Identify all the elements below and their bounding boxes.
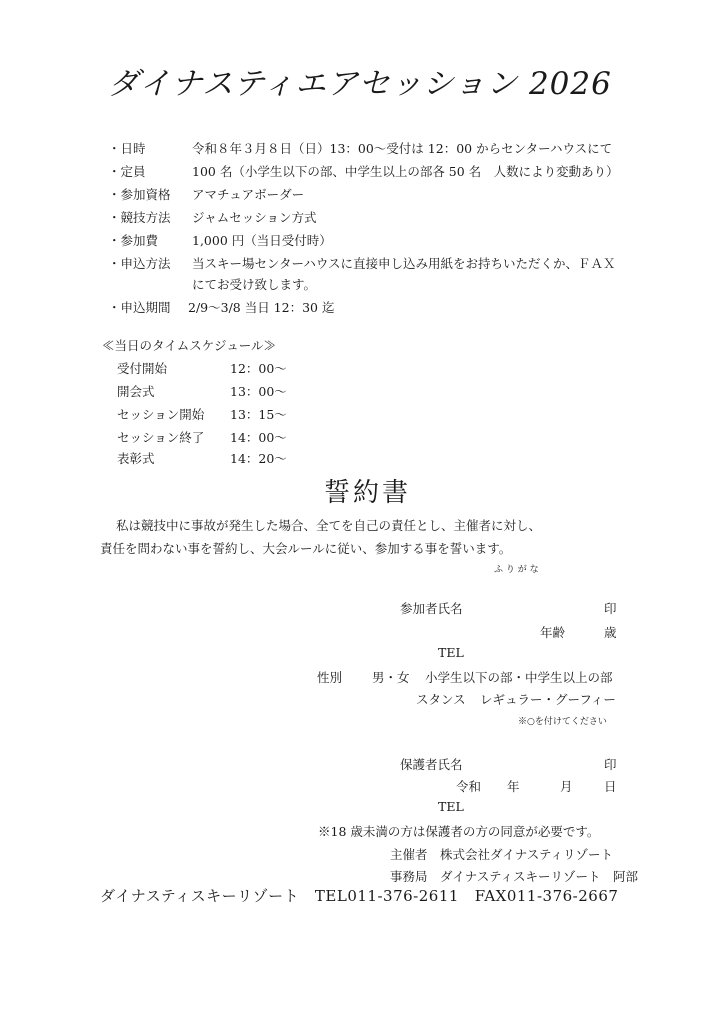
detail-value-fee: 1,000 円（当日受付時）: [192, 233, 332, 248]
schedule-item-name: 開会式: [117, 384, 155, 399]
schedule-item-time: 13：00～: [230, 384, 287, 399]
detail-label-application: ・申込方法: [108, 256, 171, 271]
pledge-text-line1: 私は競技中に事故が発生した場合、全てを自己の責任とし、主催者に対し、: [116, 518, 542, 533]
gender-label: 性別: [317, 670, 343, 685]
detail-label-capacity: ・定員: [108, 164, 146, 179]
tel-label: TEL: [438, 799, 464, 814]
schedule-item-time: 12：00～: [230, 361, 287, 376]
schedule-item-name: 受付開始: [117, 361, 168, 376]
guardian-name-label: 保護者氏名: [400, 757, 463, 772]
detail-value-application-cont: にてお受け致します。: [192, 277, 317, 292]
gender-options: 男・女: [372, 670, 410, 685]
footer-contact: [100, 885, 618, 906]
schedule-heading: ≪当日のタイムスケジュール≫: [102, 338, 277, 353]
participant-name-label: 参加者氏名: [400, 601, 463, 616]
detail-value-eligibility: アマチュアボーダー: [192, 187, 305, 202]
detail-label-fee: ・参加費: [108, 233, 159, 248]
seal-mark: 印: [604, 757, 617, 772]
age-unit: 歳: [604, 625, 617, 640]
page-title: ダイナスティエアセッション 2026: [108, 66, 612, 102]
detail-value-application: 当スキー場センターハウスに直接申し込み用紙をお持ちいただくか、ＦＡＸ: [192, 256, 616, 271]
office: 事務局 ダイナスティスキーリゾート 阿部: [390, 869, 639, 884]
schedule-item-name: セッション終了: [117, 430, 205, 445]
tel-label: TEL: [438, 645, 464, 660]
detail-value-format: ジャムセッション方式: [192, 210, 317, 225]
footer-tel: TEL011-376-2611: [314, 887, 459, 905]
consent-note: ※18 歳未満の方は保護者の方の同意が必要です。: [318, 824, 600, 839]
detail-label-date: ・日時: [108, 141, 146, 156]
schedule-item-time: 14：20～: [230, 451, 287, 466]
footer-fax: FAX011-376-2667: [474, 887, 619, 905]
schedule-item-name: セッション開始: [117, 407, 205, 422]
detail-value-period: 2/9～3/8 当日 12：30 迄: [188, 300, 335, 315]
stance-options: レギュラー・グーフィー: [480, 692, 616, 707]
schedule-item-name: 表彰式: [117, 451, 155, 466]
detail-value-capacity: 100 名（小学生以下の部、中学生以上の部各 50 名 人数により変動あり）: [192, 164, 619, 179]
schedule-item-time: 13：15～: [230, 407, 287, 422]
schedule-item-time: 14：00～: [230, 430, 287, 445]
date-era: 令和: [456, 779, 482, 794]
stance-label: スタンス: [416, 692, 466, 707]
detail-value-date: 令和８年３月８日（日）13：00～受付は 12：00 からセンターハウスにて: [192, 141, 613, 156]
pledge-title: 誓約書: [324, 478, 412, 508]
division-options: 小学生以下の部・中学生以上の部: [425, 670, 613, 685]
footer-name: ダイナスティスキーリゾート: [100, 887, 300, 905]
pledge-text-line2: 責任を問わない事を誓約し、大会ルールに従い、参加する事を誓います。: [100, 541, 512, 556]
organizer: 主催者 株式会社ダイナスティリゾート: [390, 847, 614, 862]
detail-label-period: ・申込期間: [108, 300, 171, 315]
date-day: 日: [604, 779, 617, 794]
date-month: 月: [560, 779, 573, 794]
detail-label-format: ・競技方法: [108, 210, 171, 225]
circle-note: ※○を付けてください: [518, 717, 607, 727]
detail-label-eligibility: ・参加資格: [108, 187, 171, 202]
age-label: 年齢: [540, 625, 566, 640]
furigana-label: ふ り が な: [494, 565, 539, 575]
seal-mark: 印: [604, 601, 617, 616]
date-year: 年: [507, 779, 520, 794]
